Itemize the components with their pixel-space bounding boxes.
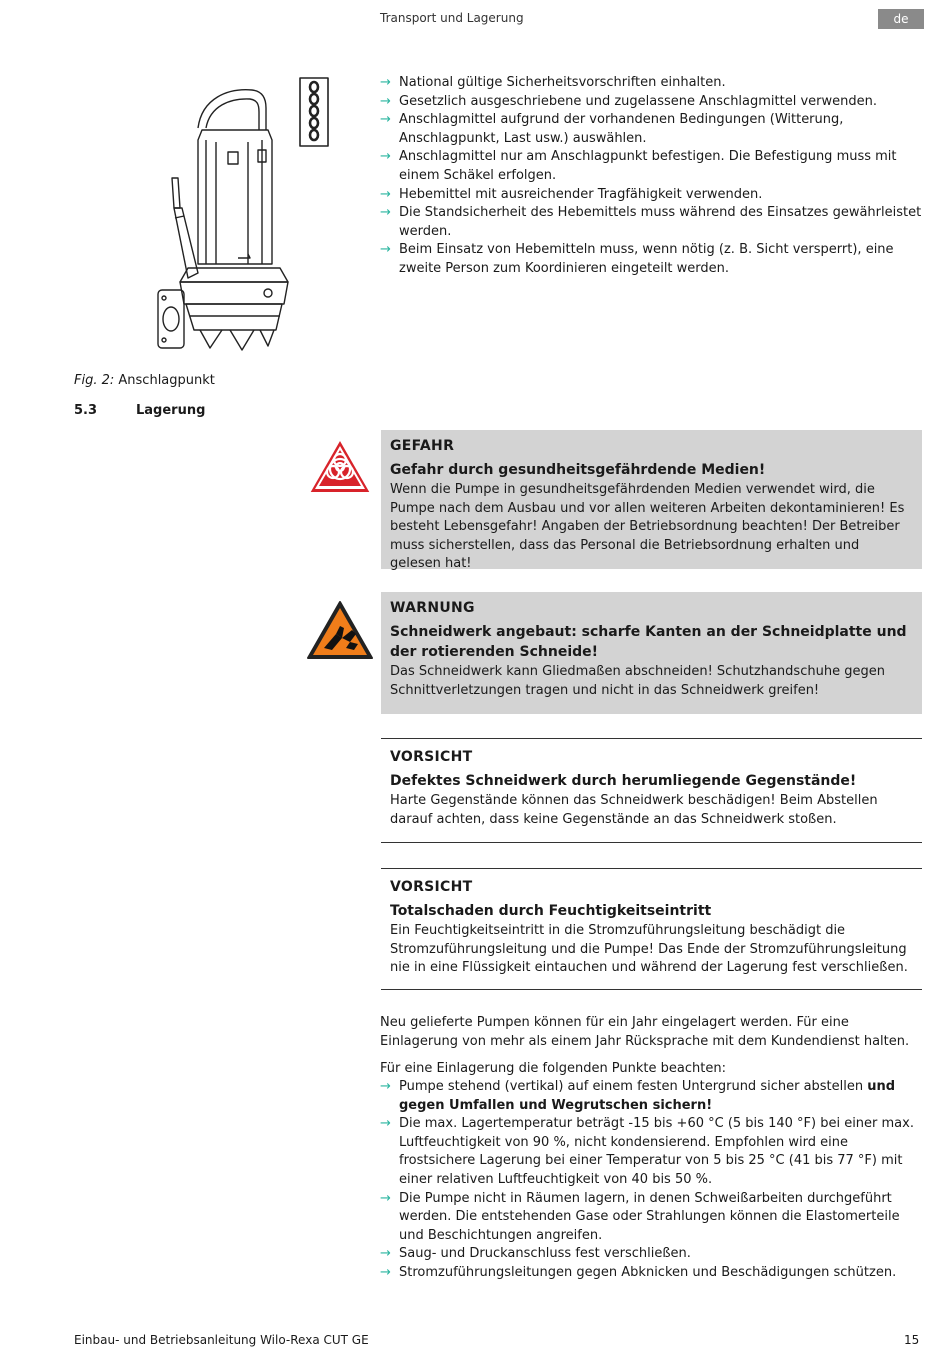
biohazard-warning-icon bbox=[306, 436, 374, 496]
figure-caption bbox=[74, 373, 215, 388]
arrow-right-icon: → bbox=[380, 205, 391, 221]
caution-signal-word: VORSICHT bbox=[390, 749, 473, 765]
caution-text: Ein Feuchtigkeitseintritt in die Stromzuführungsleitung beschädigt die Stromzuführungsleitung und die Pumpe! Das Ende der Stromzuführungsleitung nie in eine Flüssigkeit eintauchen und während der Lagerung fest verschließen. bbox=[390, 923, 908, 976]
warning-heading: Schneidwerk angebaut: scharfe Kanten an der Schneidplatte und der rotierenden Schneide! bbox=[390, 624, 907, 660]
arrow-right-icon: → bbox=[380, 112, 391, 128]
list-item: → National gültige Sicherheitsvorschriften einhalten. bbox=[380, 74, 925, 93]
list-item: → Gesetzlich ausgeschriebene und zugelassene Anschlagmittel verwenden. bbox=[380, 93, 925, 112]
caution-heading: Defektes Schneidwerk durch herumliegende Gegenstände! bbox=[390, 773, 857, 789]
list-item: → Anschlagmittel nur am Anschlagpunkt befestigen. Die Befestigung muss mit einem Schäkel erfolgen. bbox=[380, 149, 897, 183]
danger-text: Wenn die Pumpe in gesundheitsgefährdenden Medien verwendet wird, die Pumpe nach dem Ausbau und vor allen weiteren Arbeiten dekontaminieren! Es besteht Lebensgefahr! Angaben der Betriebsordnung beachten! Der Betreiber muss sicherstellen, dass das Personal die Betriebsordnung erhalten und gelesen hat! bbox=[390, 482, 905, 572]
warning-notice bbox=[381, 592, 922, 714]
list-item: → Die Standsicherheit des Hebemittels muss während des Einsatzes gewährleistet werden. bbox=[380, 205, 922, 239]
cutting-hazard-warning-icon bbox=[306, 600, 374, 660]
danger-heading: Gefahr durch gesundheitsgefährdende Medien! bbox=[390, 462, 766, 478]
arrow-right-icon: → bbox=[380, 93, 391, 109]
list-item: → Anschlagmittel aufgrund der vorhandenen Bedingungen (Witterung, Anschlagpunkt, Last usw.) auswählen. bbox=[380, 112, 844, 146]
caution-notice-cutter bbox=[381, 738, 922, 843]
section-number: 5.3 bbox=[74, 403, 98, 418]
warning-signal-word: WARNUNG bbox=[390, 600, 475, 616]
list-item: → Beim Einsatz von Hebemitteln muss, wenn nötig (z. B. Sicht versperrt), eine zweite Person zum Koordinieren eingeteilt werden. bbox=[380, 242, 894, 276]
lifting-instructions-list bbox=[380, 74, 925, 279]
arrow-right-icon: → bbox=[380, 1190, 391, 1206]
emphasis-text: und gegen Umfallen und Wegrutschen sichern! bbox=[399, 1079, 896, 1113]
list-item: → Pumpe stehend (vertikal) auf einem festen Untergrund sicher abstellen und gegen Umfallen und Wegrutschen sichern! bbox=[380, 1079, 896, 1113]
storage-lead-paragraph: Für eine Einlagerung die folgenden Punkte beachten: bbox=[380, 1061, 726, 1076]
list-item: → Stromzuführungsleitungen gegen Abknicken und Beschädigungen schützen. bbox=[380, 1264, 925, 1283]
chain-icon bbox=[310, 82, 318, 140]
figure-label: Fig. 2: bbox=[74, 373, 115, 388]
running-header-title: Transport und Lagerung bbox=[380, 11, 524, 25]
arrow-right-icon: → bbox=[380, 1246, 391, 1262]
arrow-right-icon: → bbox=[380, 1116, 391, 1132]
caution-text: Harte Gegenstände können das Schneidwerk beschädigen! Beim Abstellen darauf achten, dass keine Gegenstände an das Schneidwerk stoßen. bbox=[390, 793, 878, 827]
list-item: → Die max. Lagertemperatur beträgt -15 bis +60 °C (5 bis 140 °F) bei einer max. Luftfeuchtigkeit von 90 %, nicht kondensierend. Empfohlen wird eine frostsichere Lagerung bei einer Temperatur von 5 bis 25 °C (41 bis 77 °F) mit einer relativen Luftfeuchtigkeit von 40 bis 50 %. bbox=[380, 1116, 914, 1187]
figure-caption-text: Anschlagpunkt bbox=[118, 373, 215, 388]
storage-instructions-list bbox=[380, 1078, 925, 1283]
pump-lifting-point-figure bbox=[150, 68, 340, 368]
language-badge: de bbox=[878, 9, 924, 29]
page-number: 15 bbox=[904, 1333, 920, 1347]
arrow-right-icon: → bbox=[380, 186, 391, 202]
caution-signal-word: VORSICHT bbox=[390, 879, 473, 895]
danger-notice bbox=[381, 430, 922, 572]
arrow-right-icon: → bbox=[380, 242, 391, 258]
arrow-right-icon: → bbox=[380, 149, 391, 165]
section-title: Lagerung bbox=[136, 403, 206, 418]
caution-heading: Totalschaden durch Feuchtigkeitseintritt bbox=[390, 903, 712, 919]
warning-text: Das Schneidwerk kann Gliedmaßen abschneiden! Schutzhandschuhe gegen Schnittverletzungen tragen und nicht in das Schneidwerk greifen! bbox=[390, 664, 885, 698]
arrow-right-icon: → bbox=[380, 75, 391, 90]
caution-notice-moisture bbox=[381, 868, 922, 990]
storage-intro-paragraph: Neu gelieferte Pumpen können für ein Jahr eingelagert werden. Für eine Einlagerung von mehr als einem Jahr Rücksprache mit dem Kundendienst halten. bbox=[380, 1015, 910, 1049]
arrow-right-icon: → bbox=[380, 1264, 391, 1280]
arrow-right-icon: → bbox=[380, 1079, 391, 1094]
list-item: → Saug- und Druckanschluss fest verschließen. bbox=[380, 1245, 925, 1264]
danger-signal-word: GEFAHR bbox=[390, 438, 455, 454]
list-item: → Die Pumpe nicht in Räumen lagern, in denen Schweißarbeiten durchgeführt werden. Die entstehenden Gase oder Strahlungen können die Elastomerteile und Beschichtungen angreifen. bbox=[380, 1190, 900, 1243]
list-item: → Hebemittel mit ausreichender Tragfähigkeit verwenden. bbox=[380, 186, 925, 205]
footer-document-title: Einbau- und Betriebsanleitung Wilo-Rexa CUT GE bbox=[74, 1333, 369, 1347]
